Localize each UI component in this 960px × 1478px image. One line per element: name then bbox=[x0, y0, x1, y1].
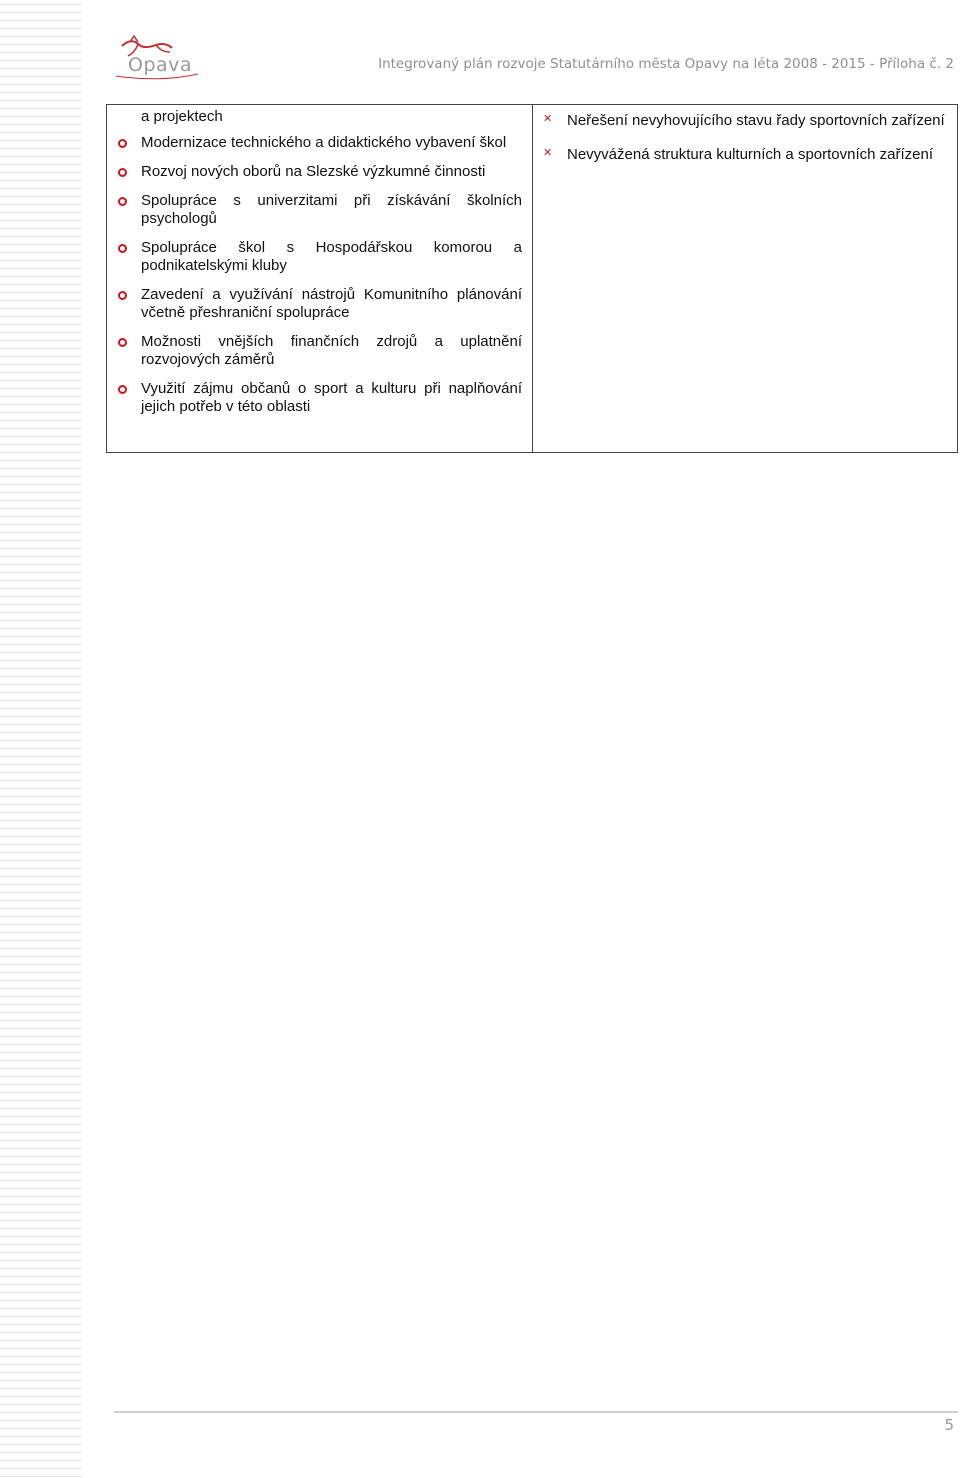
list-item-text: Rozvoj nových oborů na Slezské výzkumné činnosti bbox=[141, 163, 486, 180]
swot-table bbox=[106, 104, 958, 453]
list-item bbox=[117, 239, 522, 275]
circle-bullet-icon bbox=[118, 168, 127, 177]
circle-bullet-icon bbox=[118, 385, 127, 394]
list-item bbox=[117, 163, 522, 181]
opportunities-column bbox=[107, 105, 533, 452]
circle-bullet-icon bbox=[118, 291, 127, 300]
list-item bbox=[117, 286, 522, 322]
circle-bullet-icon bbox=[118, 338, 127, 347]
list-item-text: Nevyvážená struktura kulturních a sportovních zařízení bbox=[567, 146, 934, 163]
cross-bullet-icon: ✕ bbox=[543, 112, 553, 125]
list-item bbox=[117, 134, 522, 152]
logo-text: Opava bbox=[128, 54, 193, 76]
continuation-text: a projektech bbox=[141, 108, 223, 125]
opava-logo bbox=[112, 34, 202, 82]
opportunities-list bbox=[117, 134, 522, 416]
page-number: 5 bbox=[944, 1416, 954, 1434]
list-item bbox=[117, 380, 522, 416]
list-item bbox=[117, 192, 522, 228]
circle-bullet-icon bbox=[118, 139, 127, 148]
list-item-text: Možnosti vnějších finančních zdrojů a uplatnění rozvojových záměrů bbox=[141, 333, 522, 368]
list-item bbox=[117, 333, 522, 369]
list-item-text: Zavedení a využívání nástrojů Komunitního plánování včetně přeshraniční spolupráce bbox=[141, 286, 522, 321]
list-item bbox=[543, 112, 947, 130]
document-title: Integrovaný plán rozvoje Statutárního města Opavy na léta 2008 - 2015 - Příloha č. 2 bbox=[378, 56, 954, 72]
list-item bbox=[543, 146, 947, 164]
circle-bullet-icon bbox=[118, 197, 127, 206]
list-item-text: Využití zájmu občanů o sport a kulturu při naplňování jejich potřeb v této oblasti bbox=[141, 380, 522, 415]
list-item-text: Spolupráce škol s Hospodářskou komorou a podnikatelskými kluby bbox=[141, 239, 522, 274]
list-item-text: Modernizace technického a didaktického vybavení škol bbox=[141, 134, 507, 151]
threats-column bbox=[533, 105, 957, 452]
list-item-text: Spolupráce s univerzitami při získávání školních psychologů bbox=[141, 192, 522, 227]
cross-bullet-icon: ✕ bbox=[543, 146, 553, 159]
threats-list bbox=[543, 112, 947, 164]
circle-bullet-icon bbox=[118, 244, 127, 253]
list-item-text: Neřešení nevyhovujícího stavu řady sportovních zařízení bbox=[567, 112, 945, 129]
footer-divider bbox=[114, 1411, 958, 1413]
margin-decoration bbox=[0, 0, 82, 1478]
